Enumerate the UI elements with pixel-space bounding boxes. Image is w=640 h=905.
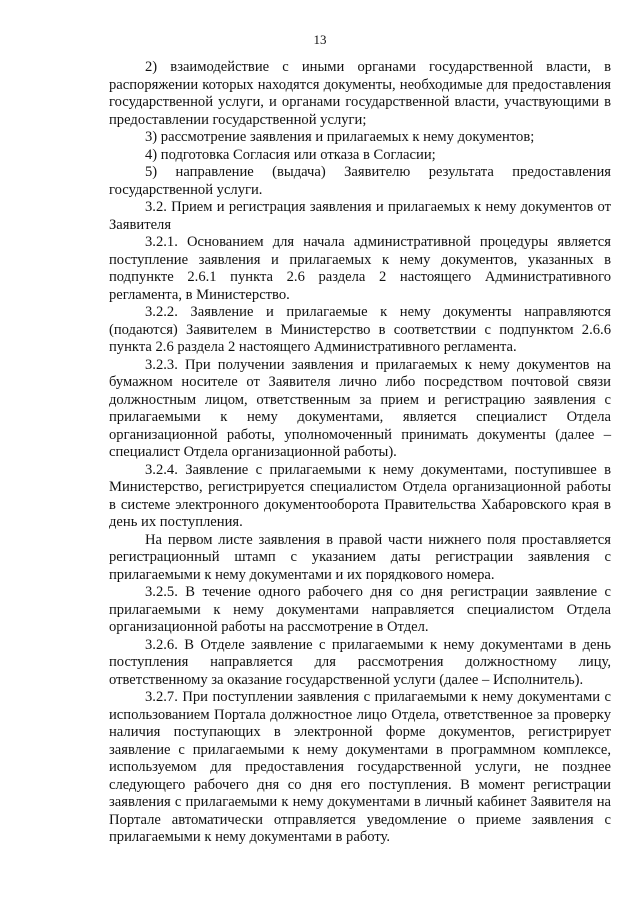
paragraph: 3.2.6. В Отделе заявление с прилагаемыми к нему документами в день поступления направляется для рассмотрения должностному лицу, ответственному за оказание государственной услуги (далее – Исполнитель). [109, 636, 611, 688]
section-heading: 3.2. Прием и регистрация заявления и прилагаемых к нему документов от Заявителя [109, 199, 611, 233]
paragraph: На первом листе заявления в правой части нижнего поля проставляется регистрационный штамп с указанием даты регистрации заявления с прилагаемыми к нему документами и их порядкового номера. [109, 531, 611, 583]
paragraph: 2) взаимодействие с иными органами государственной власти, в распоряжении которых находятся документы, необходимые для предоставления государственной услуги, и органами государственной власти, участвующими в предоставлении государственной услуги; [109, 59, 611, 128]
paragraph: 3.2.2. Заявление и прилагаемые к нему документы направляются (подаются) Заявителем в Министерство в соответствии с подпунктом 2.6.6 пункта 2.6 раздела 2 настоящего Административного регламента. [109, 304, 611, 355]
paragraph: 3.2.5. В течение одного рабочего дня со дня регистрации заявление с прилагаемыми к нему документами направляется специалистом Отдела организационной работы на рассмотрение в Отдел. [109, 584, 611, 635]
page-number: 13 [313, 32, 327, 47]
paragraph: 3.2.3. При получении заявления и прилагаемых к нему документов на бумажном носителе от Заявителя лично либо посредством почтовой связи должностным лицом, ответственным за прием и регистрацию заявления с прилагаемыми к нему документами, является специалист Отдела организационной работы, уполномоченный принимать документы (далее – специалист Отдела организационной работы). [109, 356, 611, 460]
paragraph: 3) рассмотрение заявления и прилагаемых к нему документов; [145, 129, 535, 145]
paragraph: 3.2.1. Основанием для начала административной процедуры является поступление заявления и прилагаемых к нему документов, указанных в подпункте 2.6.1 пункта 2.6 раздела 2 настоящего Административного регламента, в Министерство. [109, 234, 611, 303]
paragraph: 3.2.4. Заявление с прилагаемыми к нему документами, поступившее в Министерство, регистрируется специалистом Отдела организационной работы в системе электронного документооборота Правительства Хабаровского края в день их поступления. [109, 461, 611, 530]
paragraph: 4) подготовка Согласия или отказа в Согласии; [145, 146, 436, 163]
paragraph: 3.2.7. При поступлении заявления с прилагаемыми к нему документами с использованием Портала должностное лицо Отдела, ответственное за проверку наличия поступающих в электронной форме документов, регистрирует заявление с прилагаемыми к нему документами в программном комплексе, используемом для предоставления государственной услуги, не позднее следующего рабочего дня со дня его поступления. В момент регистрации заявления с прилагаемыми к нему документами в личный кабинет Заявителя на Портале автоматически отправляется уведомление о приеме заявления с прилагаемыми к нему документами в работу. [109, 689, 611, 845]
paragraph: 5) направление (выдача) Заявителю результата предоставления государственной услуги. [109, 164, 611, 198]
document-body [109, 59, 611, 847]
